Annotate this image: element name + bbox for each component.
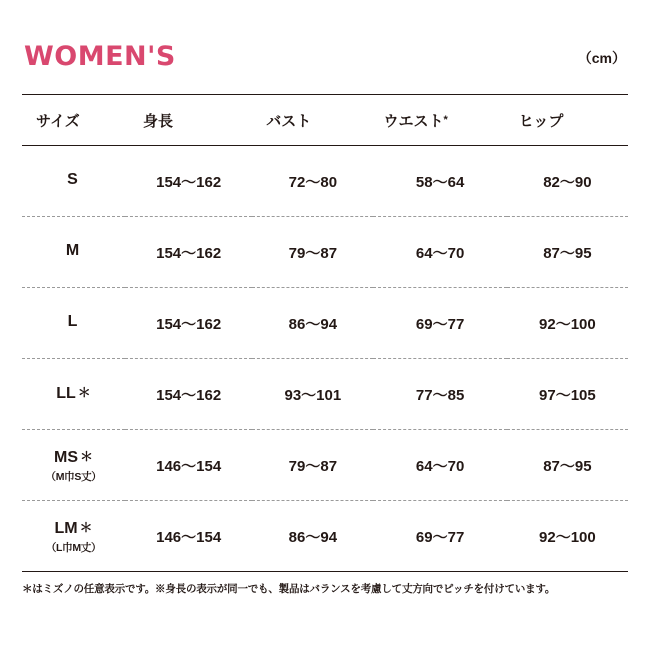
cell-hip: 92〜100 [507,288,628,359]
table-row [22,430,628,501]
table-row [22,501,628,572]
cell-bust: 79〜87 [252,217,373,288]
table-row [22,288,628,359]
column-header-waist-label: ウエスト [383,112,444,130]
column-header-height: 身長 [125,95,252,146]
table-row [22,217,628,288]
size-note: ＊ [80,448,94,464]
cell-bust: 79〜87 [252,430,373,501]
size-note: ＊ [77,385,91,400]
footnote: ＊はミズノの任意表示です。※身長の表示が同一でも、製品はバランスを考慮して丈方向でピッチを付けています。 [22,583,556,595]
column-header-size: サイズ [22,95,125,146]
cell-height: 146〜154 [125,430,252,501]
column-header-hip: ヒップ [507,95,628,146]
cell-bust: 93〜101 [252,359,373,430]
cell-hip: 92〜100 [507,501,628,572]
cell-size [22,430,125,501]
cell-waist: 77〜85 [373,359,506,430]
cell-waist: 64〜70 [373,430,506,501]
page-title: WOMEN'S [24,41,176,72]
cell-bust: 86〜94 [252,501,373,572]
cell-bust: 72〜80 [252,146,373,217]
size-label: S [67,171,78,188]
cell-size [22,501,125,572]
size-note: ＊ [79,519,93,535]
size-label: MS [54,448,78,466]
column-header-bust: バスト [252,95,373,146]
cell-hip: 82〜90 [507,146,628,217]
table-row [22,146,628,217]
cell-bust: 86〜94 [252,288,373,359]
size-label: M [65,242,80,259]
cell-size [22,217,125,288]
unit-label: （cm） [577,50,626,66]
size-sub-label: （M巾S丈） [45,470,102,483]
cell-height: 154〜162 [125,146,252,217]
size-sub-label: （L巾M丈） [45,541,102,554]
chart-header [22,0,628,94]
size-label: LM [54,519,78,537]
table-row [22,359,628,430]
table-header-row [22,95,628,146]
cell-hip: 87〜95 [507,217,628,288]
cell-height: 146〜154 [125,501,252,572]
size-label: LL [56,385,76,402]
cell-waist: 64〜70 [373,217,506,288]
cell-height: 154〜162 [125,217,252,288]
table-body [22,146,628,572]
cell-size [22,359,125,430]
cell-size [22,288,125,359]
cell-height: 154〜162 [125,359,252,430]
cell-hip: 87〜95 [507,430,628,501]
column-header-waist [373,95,506,146]
cell-waist: 69〜77 [373,501,506,572]
size-table [22,94,628,572]
cell-waist: 58〜64 [373,146,506,217]
cell-hip: 97〜105 [507,359,628,430]
cell-waist: 69〜77 [373,288,506,359]
cell-size [22,146,125,217]
waist-asterisk: * [443,113,448,126]
size-label: L [67,313,78,330]
cell-height: 154〜162 [125,288,252,359]
